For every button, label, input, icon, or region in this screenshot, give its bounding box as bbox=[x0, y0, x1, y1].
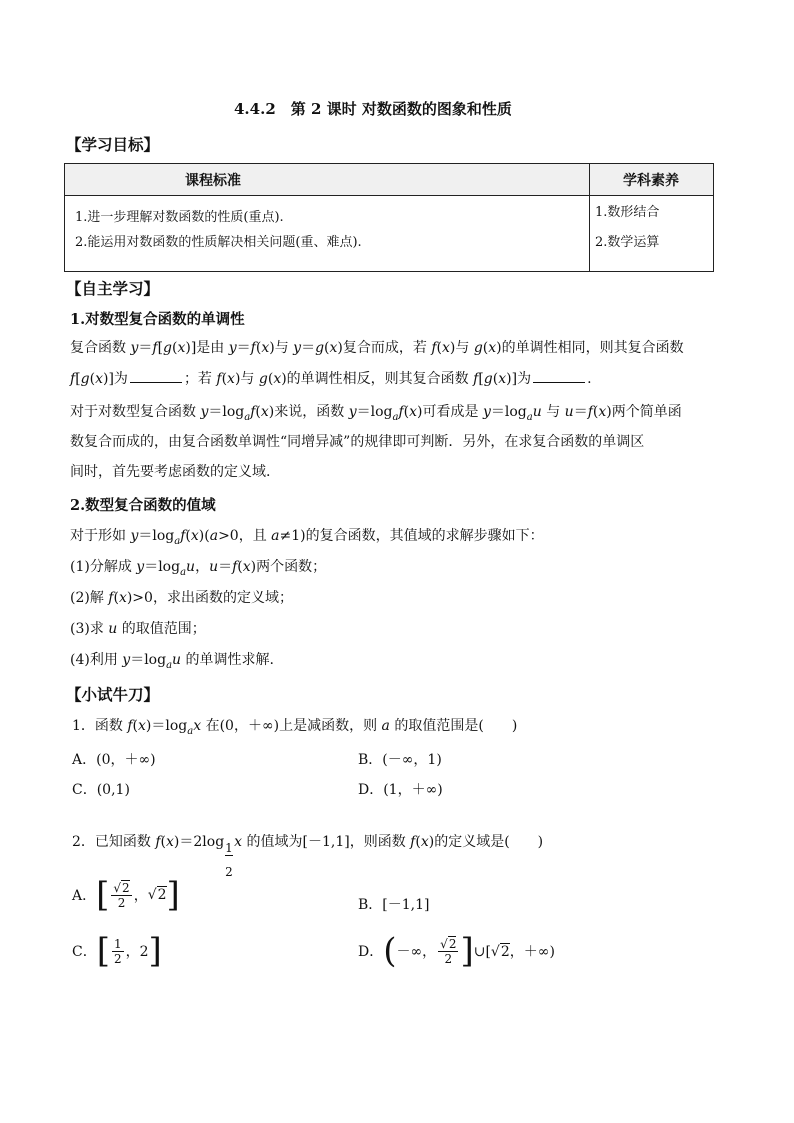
q2-option-b[interactable]: B．[－1,1] bbox=[358, 897, 430, 913]
paragraph-log-composite-2: 数复合而成的，由复合函数单调性“同增异减”的规律即可判断．另外，在求复合函数的单调区 bbox=[70, 434, 645, 450]
answer-blank[interactable] bbox=[130, 368, 182, 383]
section-learning-goals: 【学习目标】 bbox=[66, 135, 160, 154]
standard-item: 2.能运用对数函数的性质解决相关问题(重、难点). bbox=[75, 235, 362, 250]
paragraph-composite-1: 复合函数 y＝f[g(x)]是由 y＝f(x)与 y＝g(x)复合而成，若 f(x)与 g(x)的单调性相同，则其复合函数 bbox=[70, 340, 684, 356]
paragraph-composite-2: f[g(x)]为 ；若 f(x)与 g(x)的单调性相反，则其复合函数 f[g(x)]为 . bbox=[70, 368, 592, 389]
q1-option-a[interactable]: A．(0，＋∞) bbox=[72, 752, 156, 768]
paragraph-range-intro: 对于形如 $y=\log_af(x)(a>0$，且 a≠1)的复合函数，其值域的求解步骤如下： bbox=[70, 528, 544, 547]
subheading-range: 2.数型复合函数的值域 bbox=[70, 497, 216, 514]
q1-option-c[interactable]: C．(0,1) bbox=[72, 782, 130, 798]
col-header-literacy: 学科素养 bbox=[623, 173, 679, 189]
question-2: 2．已知函数 f(x)＝2log $\frac{1}{2}$ x 的值域为[－1,1]，则函数 f(x)的定义域是( ) bbox=[72, 834, 544, 879]
paragraph-log-composite-3: 间时，首先要考虑函数的定义域. bbox=[70, 464, 271, 480]
q1-option-b[interactable]: B．(－∞，1) bbox=[358, 752, 442, 768]
q1-option-d[interactable]: D．(1，＋∞) bbox=[358, 782, 443, 798]
q2-option-c[interactable]: C． [ $\frac{1}{2}$ ，2 ] bbox=[72, 931, 162, 971]
page-title: 4.4.2 第 2 课时 对数函数的图象和性质 bbox=[234, 100, 512, 118]
standard-item: 1.进一步理解对数函数的性质(重点). bbox=[75, 210, 284, 225]
literacy-item: 2.数学运算 bbox=[595, 235, 660, 250]
table-divider bbox=[589, 164, 590, 271]
question-1: 1．函数 $f(x)=\log_ax$ 在(0，＋∞)上是减函数，则 a 的取值范围是( ) bbox=[72, 718, 518, 737]
q2-option-a[interactable]: A． [ $\frac{√2}{2}$ ， √2 ] bbox=[72, 875, 180, 915]
step-2: (2)解 f(x)>0，求出函数的定义域； bbox=[70, 590, 293, 606]
col-header-standards: 课程标准 bbox=[185, 173, 241, 189]
literacy-item: 1.数形结合 bbox=[595, 205, 660, 220]
paragraph-log-composite-1: 对于对数型复合函数 $y=\log_af(x)$来说，函数 $y=\log_af(x)$可看成是 $y=\log_au$ 与 u＝f(x)两个简单函 bbox=[70, 404, 682, 423]
subheading-monotonicity: 1.对数型复合函数的单调性 bbox=[70, 311, 245, 328]
goals-table bbox=[64, 163, 714, 272]
step-3: (3)求 u 的取值范围； bbox=[70, 621, 206, 637]
q2-option-d[interactable]: D． ( －∞， $\frac{√2}{2}$ ] ∪[√2，＋∞) bbox=[358, 931, 555, 971]
step-1: (1)分解成 $y=\log_au$，u＝f(x)两个函数； bbox=[70, 559, 327, 578]
step-4: (4)利用 $y=\log_au$ 的单调性求解. bbox=[70, 652, 274, 671]
section-self-study: 【自主学习】 bbox=[66, 279, 160, 298]
section-practice: 【小试牛刀】 bbox=[66, 685, 160, 704]
answer-blank[interactable] bbox=[533, 368, 585, 383]
goals-table-header bbox=[65, 164, 713, 196]
